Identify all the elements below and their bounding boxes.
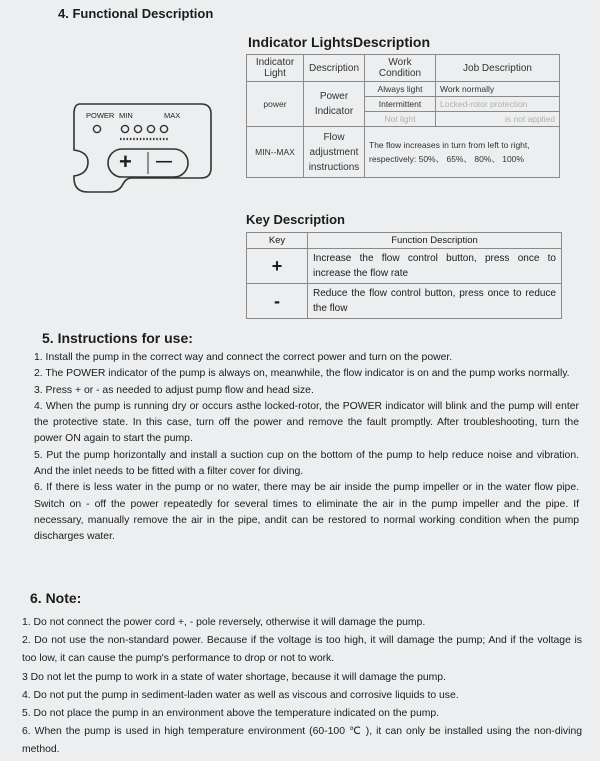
flow-light-4 [160,125,167,132]
power-description: Power Indicator [304,82,365,127]
note-3: 3 Do not let the pump to work in a state of water shortage, because it will damage the pump. [22,671,446,683]
note-4: 4. Do not put the pump in sediment-laden water as well as viscous and corrosive liquids to use. [22,689,459,701]
flow-row [247,127,560,178]
flow-light-3 [147,125,154,132]
key-table [246,232,562,319]
section-4-title: 4. Functional Description [58,6,214,21]
header-indicator-light: Indicator Light [247,55,304,82]
indicator-lights [93,125,167,132]
power-row-1 [247,82,560,97]
plus-key-symbol: + [247,249,308,284]
header-key: Key [247,233,308,249]
note-2: 2. Do not use the non-standard power. Because if the voltage is too high, it will damage the pump; And if the voltage is too low, it can cause the pump's performance to drop or not to work. [22,635,582,665]
section-6-title: 6. Note: [30,590,82,606]
flow-light-label: MIN--MAX [247,127,304,178]
max-label: MAX [164,111,181,120]
plus-button-symbol: + [119,149,132,174]
condition-intermittent: Intermittent [365,97,436,112]
indicator-table [246,54,560,178]
power-light-label: power [247,82,304,127]
key-description-title: Key Description [246,212,345,227]
job-protection: Locked-rotor protection [436,97,560,112]
flow-light-1 [121,125,128,132]
note-1: 1. Do not connect the power cord +, - pole reversely, otherwise it will damage the pump. [22,617,426,628]
instruction-1: 1. Install the pump in the correct way and connect the correct power and turn on the power. [34,352,453,363]
power-label: POWER [86,111,115,120]
instruction-5: 5. Put the pump horizontally and install a suction cup on the bottom of the pump to help reduce noise and vibration. And the inlet needs to be fitted with a filter cover for diving. [34,449,579,478]
power-light [93,125,100,132]
instruction-3: 3. Press + or - as needed to adjust pump flow and head size. [34,384,314,396]
indicator-lights-title: Indicator LightsDescription [248,34,431,50]
section-5-title: 5. Instructions for use: [42,330,193,346]
header-function-description: Function Description [308,233,562,249]
flow-light-2 [134,125,141,132]
condition-always: Always light [365,82,436,97]
job-not-applied: is not applied [436,112,560,127]
header-work-condition: Work Condition [365,55,436,82]
condition-not-light: Not light [365,112,436,127]
notes-list [22,614,582,760]
minus-key-description: Reduce the flow control button, press once to reduce the flow [308,284,562,319]
instruction-4: 4. When the pump is running dry or occurs asthe locked-rotor, the POWER indicator will blink and the pump will enter the protective state. In this case, turn off the power and remove the fault promptly. After troubleshooting, turn the power ON again to start the pump. [34,400,579,445]
instructions-list [34,350,579,546]
control-panel-illustration [68,102,213,194]
note-6: 6. When the pump is used in high temperature environment (60-100 ℃ ), it can only be installed using the non-diving method. [22,726,582,756]
flow-job: The flow increases in turn from left to right, respectively: 50%、 65%、 80%、 100% [365,127,560,178]
min-label: MIN [119,111,133,120]
minus-key-symbol: - [247,284,308,319]
key-row-plus [247,249,562,284]
flow-description: Flow adjustment instructions [304,127,365,178]
instruction-2: 2. The POWER indicator of the pump is always on, meanwhile, the flow indicator is on and the pump works normally. [34,368,570,380]
minus-button-symbol: — [156,153,172,170]
note-5: 5. Do not place the pump in an environment above the temperature indicated on the pump. [22,708,440,720]
job-normal: Work normally [436,82,560,97]
key-row-minus [247,284,562,319]
instruction-6: 6. If there is less water in the pump or no water, there may be air inside the pump impeller or in the water flow pipe. Switch on - off the power repeatedly for several times to eliminate the air in the pump impeller and the pipe. If necessary, manually remove the air in the pipe, andit can be restored to normal working condition when the pump discharges water. [34,482,579,543]
indicator-table-header [247,55,560,82]
key-table-header [247,233,562,249]
header-description: Description [304,55,365,82]
plus-key-description: Increase the flow control button, press once to increase the flow rate [308,249,562,284]
header-job-description: Job Description [436,55,560,82]
